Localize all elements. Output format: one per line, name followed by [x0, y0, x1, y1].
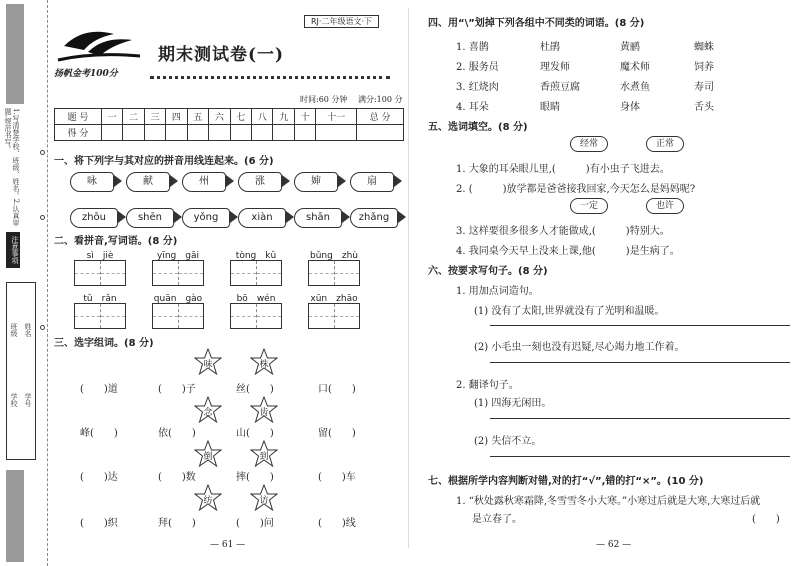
fill-blank[interactable]: 口( )	[318, 384, 356, 395]
sub-question: (1) 没有了太阳,世界就没有了光明和温暖。	[474, 306, 665, 317]
pinyin-label: tòng kǔ	[235, 251, 277, 261]
time-info	[300, 94, 402, 105]
edition-label: RJ·二年级语文·下	[304, 15, 379, 28]
q5-heading: 五、选词填空。(8 分)	[428, 122, 528, 133]
table-cell: 四	[166, 109, 187, 125]
q7-heading: 七、根据所学内容判断对错,对的打“√”,错的打“×”。(10 分)	[428, 476, 704, 487]
score-cell[interactable]	[316, 125, 357, 141]
name-field[interactable]: 姓名	[24, 323, 32, 337]
word-option[interactable]: 经常	[570, 136, 608, 152]
school-field[interactable]: 学校	[10, 393, 18, 407]
word-item[interactable]: 饲养	[694, 62, 714, 73]
sentence: 1. 大象的耳朵眼儿里,( )有小虫子飞进去。	[456, 164, 670, 175]
writing-grid[interactable]	[152, 260, 204, 286]
table-cell: 六	[209, 109, 230, 125]
word-item[interactable]: 1. 喜鹊	[456, 42, 489, 53]
table-cell: 得 分	[55, 125, 102, 141]
sub-question: (2) 小毛虫一刻也没有迟疑,尽心竭力地工作着。	[474, 342, 685, 353]
logo-text: 扬帆金考100分	[54, 69, 118, 79]
char-fish[interactable]: 献	[126, 172, 170, 192]
sidebar-decor-top	[6, 4, 24, 104]
table-cell: 总 分	[357, 109, 404, 125]
fill-blank[interactable]: 留( )	[318, 428, 356, 439]
id-field[interactable]: 学号	[24, 393, 32, 407]
q6-heading: 六、按要求写句子。(8 分)	[428, 266, 548, 277]
pinyin-label: sì jiè	[86, 251, 114, 261]
page-title: 期末测试卷(一)	[158, 45, 285, 65]
fill-blank[interactable]: ( )道	[80, 384, 118, 395]
sentence: 2. ( )放学都是爸爸接我回家,今天怎么是妈妈呢?	[456, 184, 696, 195]
char-fish[interactable]: 州	[182, 172, 226, 192]
pinyin-fish[interactable]: zhōu	[70, 208, 118, 228]
star-choice: 味	[194, 348, 222, 376]
pinyin-label: xūn zhāo	[310, 294, 358, 304]
word-item[interactable]: 黄鹂	[620, 42, 640, 53]
answer-bracket[interactable]: ( )	[752, 514, 780, 525]
statement: 1. “秋处露秋寒霜降,冬雪雪冬小大寒。”小寒过后就是大寒,大寒过后就	[456, 496, 761, 507]
fill-blank[interactable]: ( )数	[158, 472, 196, 483]
answer-line[interactable]	[490, 362, 790, 363]
table-cell: 一	[101, 109, 122, 125]
student-info-box	[6, 282, 36, 460]
word-item[interactable]: 蜘蛛	[694, 42, 714, 53]
pinyin-label: bǔng zhù	[310, 251, 358, 261]
pinyin-fish[interactable]: yǒng	[182, 208, 230, 228]
score-table-header-row	[55, 109, 404, 125]
score-cell[interactable]	[252, 125, 273, 141]
word-item[interactable]: 舌头	[694, 102, 714, 113]
table-cell: 题 号	[55, 109, 102, 125]
pinyin-label: tǔ rǎn	[83, 294, 117, 304]
sidebar-note: 1.写清楚学校、班级、姓名。2.认真审题,规范书写。	[4, 108, 20, 227]
q2-heading: 二、看拼音,写词语。(8 分)	[54, 236, 178, 247]
sentence: 4. 我同桌今天早上没来上课,他( )是生病了。	[456, 246, 680, 257]
answer-line[interactable]	[490, 418, 790, 419]
fill-blank[interactable]: 拜( )	[158, 518, 196, 529]
table-cell: 五	[187, 109, 208, 125]
char-fish[interactable]: 扇	[350, 172, 394, 192]
score-table-score-row	[55, 125, 404, 141]
q3-heading: 三、选字组词。(8 分)	[54, 338, 154, 349]
fill-blank[interactable]: ( )织	[80, 518, 118, 529]
sub-question: 1. 用加点词造句。	[456, 286, 539, 297]
binding-holes	[40, 0, 46, 566]
full-score: 满分:100 分	[357, 95, 403, 104]
fill-blank[interactable]: 依( )	[158, 428, 196, 439]
word-item[interactable]: 水煮鱼	[620, 82, 650, 93]
q1-heading: 一、将下列字与其对应的拼音用线连起来。(6 分)	[54, 156, 274, 167]
fill-blank[interactable]: ( )问	[236, 518, 274, 529]
char-fish[interactable]: 涨	[238, 172, 282, 192]
fill-blank[interactable]: 峰( )	[80, 428, 118, 439]
table-cell: 十一	[316, 109, 357, 125]
table-cell: 八	[252, 109, 273, 125]
statement: 是立春了。	[472, 514, 522, 525]
star-choice: 访	[250, 484, 278, 512]
writing-grid[interactable]	[308, 260, 360, 286]
word-item[interactable]: 2. 服务员	[456, 62, 499, 73]
fill-blank[interactable]: ( )线	[318, 518, 356, 529]
table-cell: 十	[294, 109, 315, 125]
word-item[interactable]: 杜鹃	[540, 42, 560, 53]
star-choice: 念	[194, 396, 222, 424]
word-item[interactable]: 寿司	[694, 82, 714, 93]
word-option[interactable]: 一定	[570, 198, 608, 214]
pinyin-label: quān gào	[153, 294, 203, 304]
sub-question: 2. 翻译句子。	[456, 380, 519, 391]
writing-grid[interactable]	[152, 303, 204, 329]
writing-grid[interactable]	[230, 303, 282, 329]
answer-line[interactable]	[490, 325, 790, 326]
star-choice: 到	[250, 440, 278, 468]
pinyin-fish[interactable]: xiàn	[238, 208, 286, 228]
pinyin-label: yīng gāi	[157, 251, 199, 261]
pinyin-label: bō wén	[236, 294, 276, 304]
score-cell[interactable]	[144, 125, 165, 141]
word-option[interactable]: 正常	[646, 136, 684, 152]
score-table	[54, 108, 404, 141]
sub-question: (1) 四海无闲田。	[474, 398, 552, 409]
score-cell[interactable]	[166, 125, 187, 141]
score-cell[interactable]	[209, 125, 230, 141]
pinyin-fish[interactable]: shān	[294, 208, 342, 228]
star-choice: 纺	[194, 484, 222, 512]
sub-question: (2) 失信不立。	[474, 436, 542, 447]
title-dotline	[150, 76, 390, 80]
table-cell: 九	[273, 109, 294, 125]
score-cell[interactable]	[357, 125, 404, 141]
writing-grid[interactable]	[74, 303, 126, 329]
logo	[54, 16, 144, 84]
word-item[interactable]: 理发师	[540, 62, 570, 73]
table-cell: 七	[230, 109, 251, 125]
star-choice: 齿	[250, 396, 278, 424]
word-item[interactable]: 香煎豆腐	[540, 82, 580, 93]
page-number-left: — 61 —	[210, 540, 246, 550]
fill-blank[interactable]: ( )车	[318, 472, 356, 483]
page-divider	[408, 8, 409, 548]
q4-heading: 四、用“\”划掉下列各组中不同类的词语。(8 分)	[428, 18, 645, 29]
score-cell[interactable]	[187, 125, 208, 141]
score-cell[interactable]	[230, 125, 251, 141]
word-option[interactable]: 也许	[646, 198, 684, 214]
sidebar-decor-bottom	[6, 470, 24, 562]
score-cell[interactable]	[294, 125, 315, 141]
pinyin-fish[interactable]: shēn	[126, 208, 174, 228]
word-item[interactable]: 3. 红烧肉	[456, 82, 499, 93]
sidebar-tag: 注意事项	[6, 232, 20, 268]
fill-blank[interactable]: 摔( )	[236, 472, 274, 483]
fill-blank[interactable]: 山( )	[236, 428, 274, 439]
writing-grid[interactable]	[230, 260, 282, 286]
fill-blank[interactable]: ( )达	[80, 472, 118, 483]
score-cell[interactable]	[123, 125, 144, 141]
score-cell[interactable]	[101, 125, 122, 141]
answer-line[interactable]	[490, 456, 790, 457]
star-choice: 株	[250, 348, 278, 376]
sentence: 3. 这样要很多很多人才能做成,( )特别大。	[456, 226, 670, 237]
star-choice: 倒	[194, 440, 222, 468]
word-item[interactable]: 眼睛	[540, 102, 560, 113]
fill-blank[interactable]: 丝( )	[236, 384, 274, 395]
writing-grid[interactable]	[74, 260, 126, 286]
word-item[interactable]: 身体	[620, 102, 640, 113]
score-cell[interactable]	[273, 125, 294, 141]
pinyin-fish[interactable]: zhǎng	[350, 208, 398, 228]
table-cell: 三	[144, 109, 165, 125]
class-field[interactable]: 班级	[10, 323, 18, 337]
word-item[interactable]: 魔术师	[620, 62, 650, 73]
page-number-right: — 62 —	[596, 540, 632, 550]
fill-blank[interactable]: ( )子	[158, 384, 196, 395]
time-limit: 时间:60 分钟	[300, 95, 348, 104]
writing-grid[interactable]	[308, 303, 360, 329]
char-fish[interactable]: 婶	[294, 172, 338, 192]
table-cell: 二	[123, 109, 144, 125]
char-fish[interactable]: 咏	[70, 172, 114, 192]
word-item[interactable]: 4. 耳朵	[456, 102, 489, 113]
